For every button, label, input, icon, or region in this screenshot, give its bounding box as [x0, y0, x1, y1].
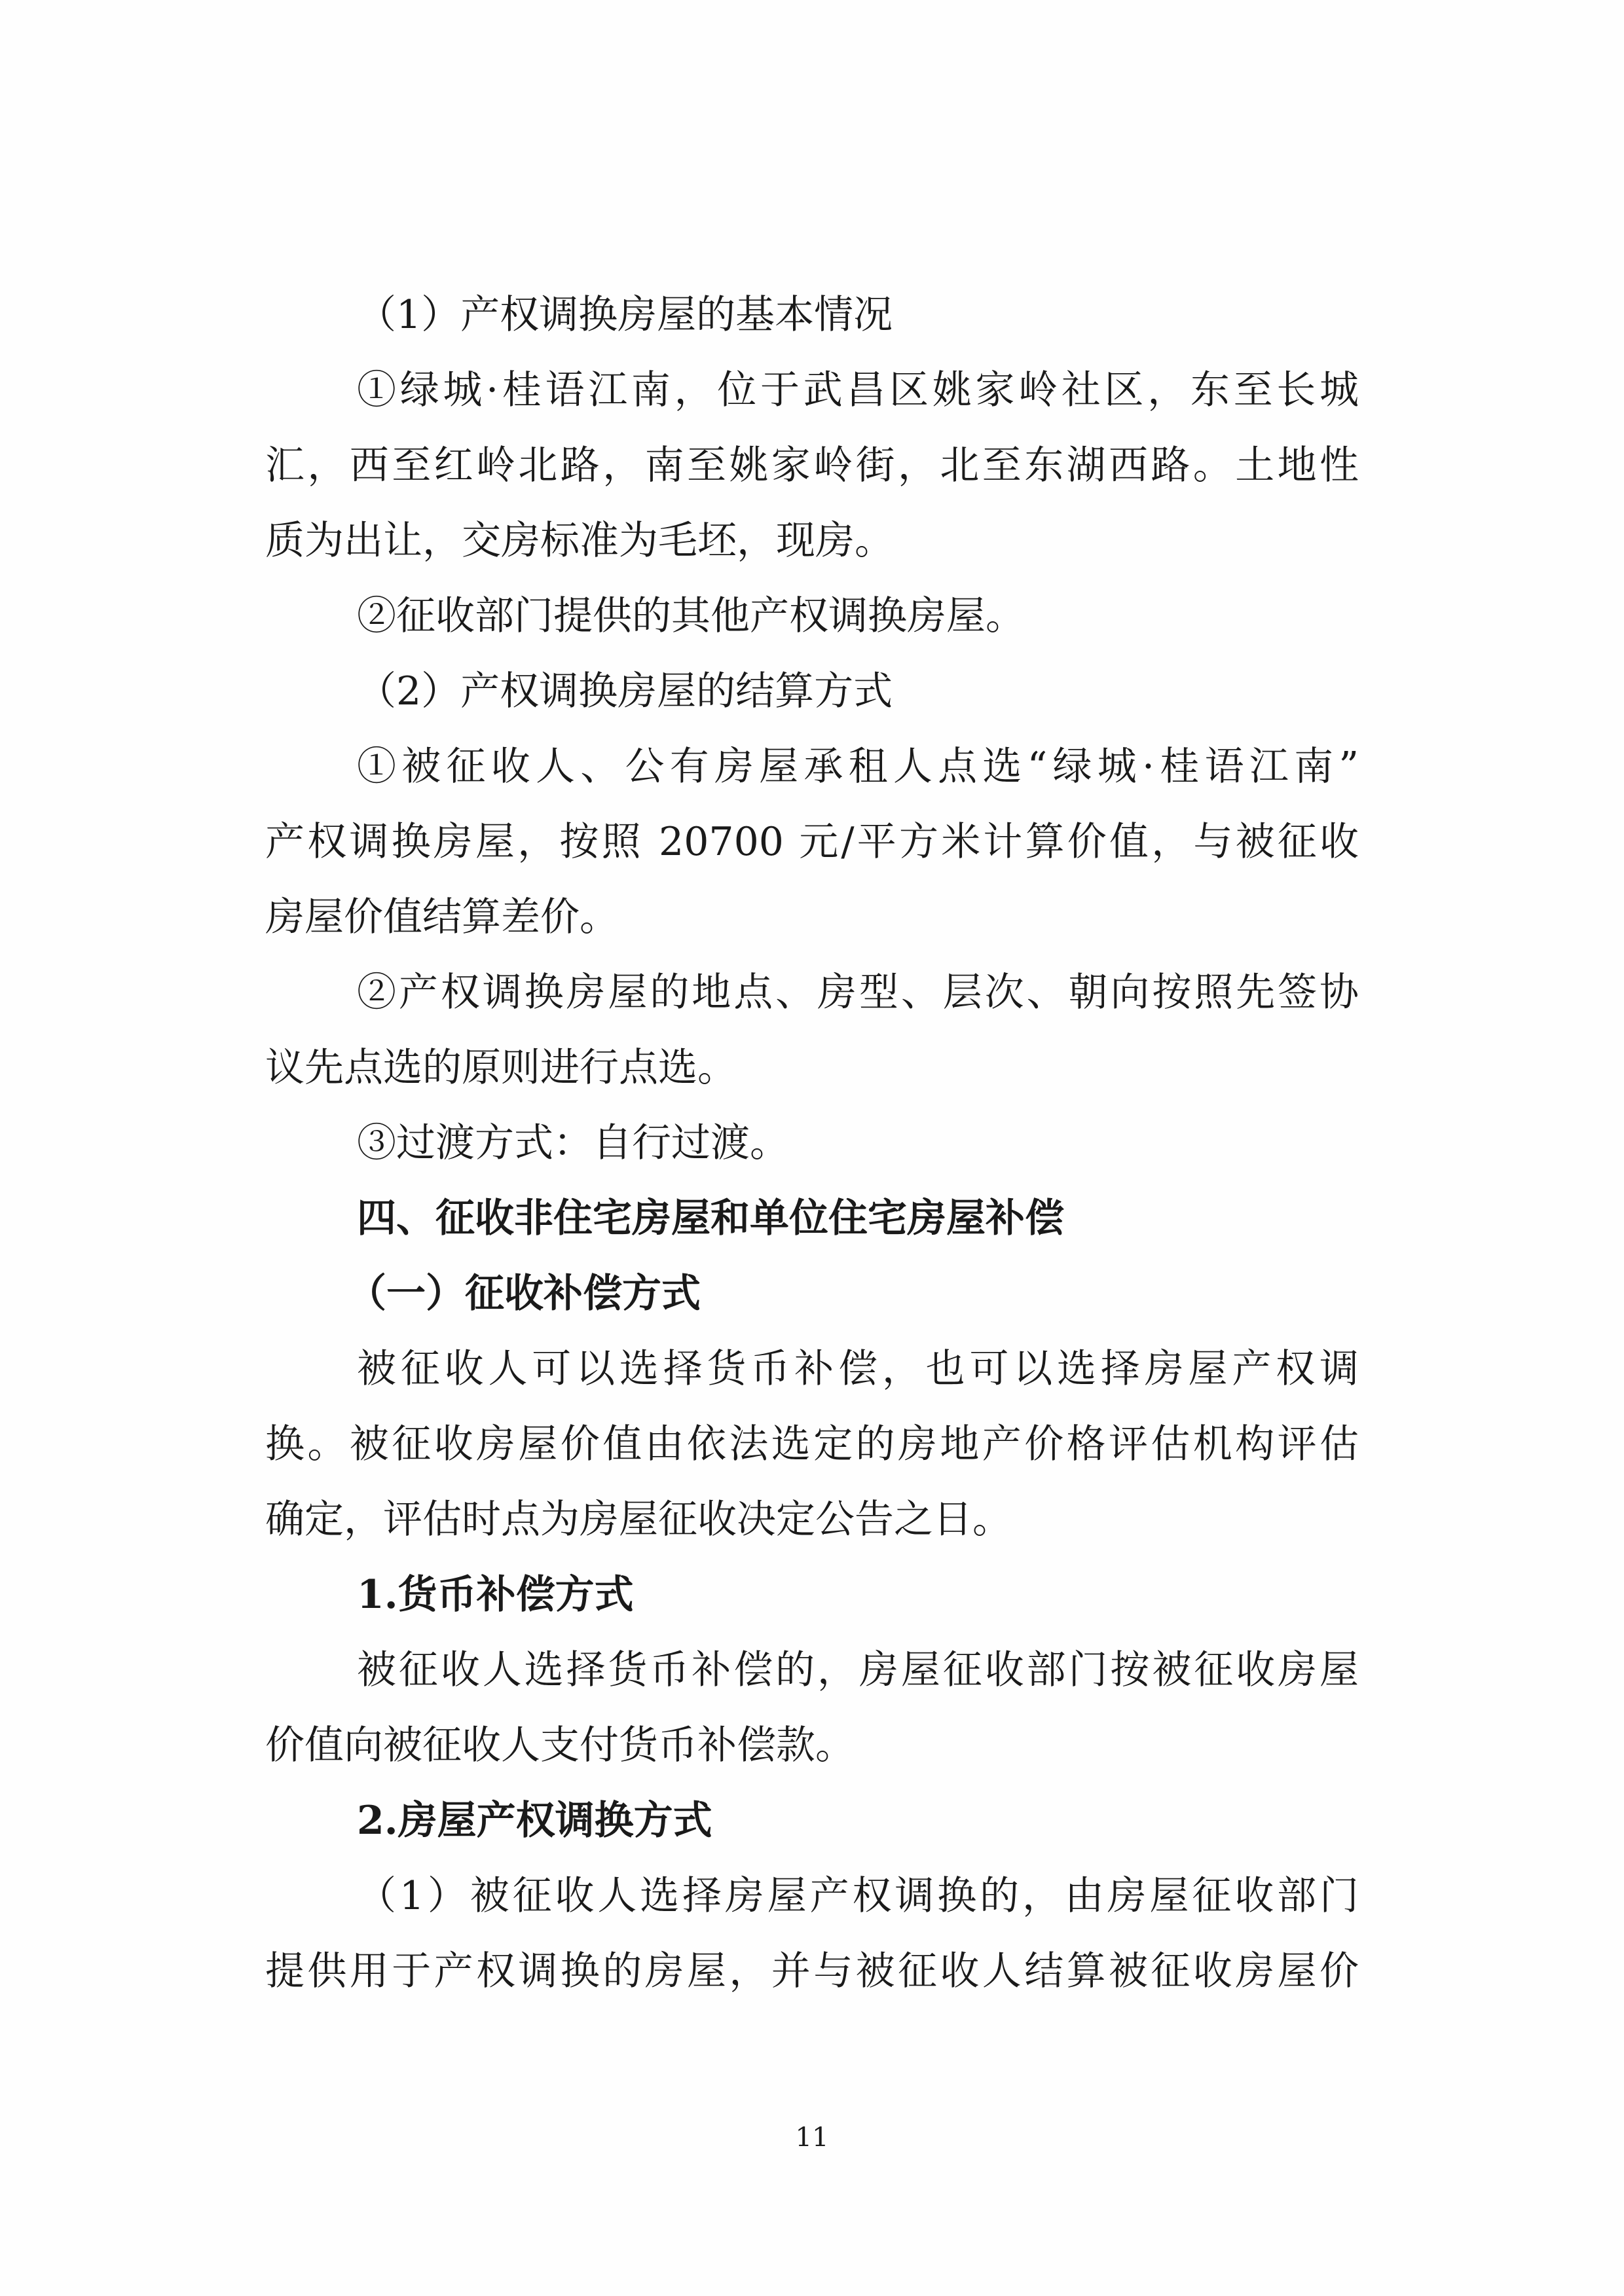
- item-heading: 2.房屋产权调换方式: [357, 1798, 712, 1844]
- paragraph-line: 提供用于产权调换的房屋，并与被征收人结算被征收房屋价: [265, 1948, 1359, 1994]
- paragraph-line: 被征收人选择货币补偿的，房屋征收部门按被征收房屋: [357, 1647, 1359, 1693]
- subheading: （1）产权调换房屋的基本情况: [357, 292, 893, 338]
- page-number: 11: [795, 2123, 829, 2153]
- subheading: （2）产权调换房屋的结算方式: [357, 668, 893, 714]
- item-heading: 1.货币补偿方式: [357, 1572, 634, 1618]
- paragraph-line: 换。被征收房屋价值由依法选定的房地产价格评估机构评估: [265, 1421, 1359, 1467]
- paragraph-line: 被征收人可以选择货币补偿，也可以选择房屋产权调: [357, 1346, 1359, 1392]
- section-heading: 四、征收非住宅房屋和单位住宅房屋补偿: [357, 1195, 1064, 1241]
- paragraph-line: 质为出让，交房标准为毛坯，现房。: [265, 518, 894, 564]
- paragraph-line: ②产权调换房屋的地点、房型、层次、朝向按照先签协: [357, 970, 1359, 1015]
- paragraph-line: 议先点选的原则进行点选。: [265, 1045, 737, 1091]
- paragraph-line: ③过渡方式：自行过渡。: [357, 1120, 789, 1166]
- paragraph-line: 价值向被征收人支付货币补偿款。: [265, 1722, 855, 1768]
- paragraph-line: ①绿城·桂语江南，位于武昌区姚家岭社区，东至长城: [357, 367, 1359, 413]
- paragraph-line: 确定，评估时点为房屋征收决定公告之日。: [265, 1497, 1012, 1542]
- paragraph-line: 汇，西至红岭北路，南至姚家岭街，北至东湖西路。土地性: [265, 443, 1359, 488]
- subsection-heading: （一）征收补偿方式: [347, 1271, 701, 1317]
- paragraph-line: ①被征收人、公有房屋承租人点选“绿城·桂语江南”: [357, 744, 1359, 790]
- paragraph-line: ②征收部门提供的其他产权调换房屋。: [357, 593, 1025, 639]
- paragraph-line: （1）被征收人选择房屋产权调换的，由房屋征收部门: [357, 1873, 1359, 1919]
- paragraph-line: 房屋价值结算差价。: [265, 894, 619, 940]
- paragraph-line: 产权调换房屋，按照 20700 元/平方米计算价值，与被征收: [265, 819, 1359, 865]
